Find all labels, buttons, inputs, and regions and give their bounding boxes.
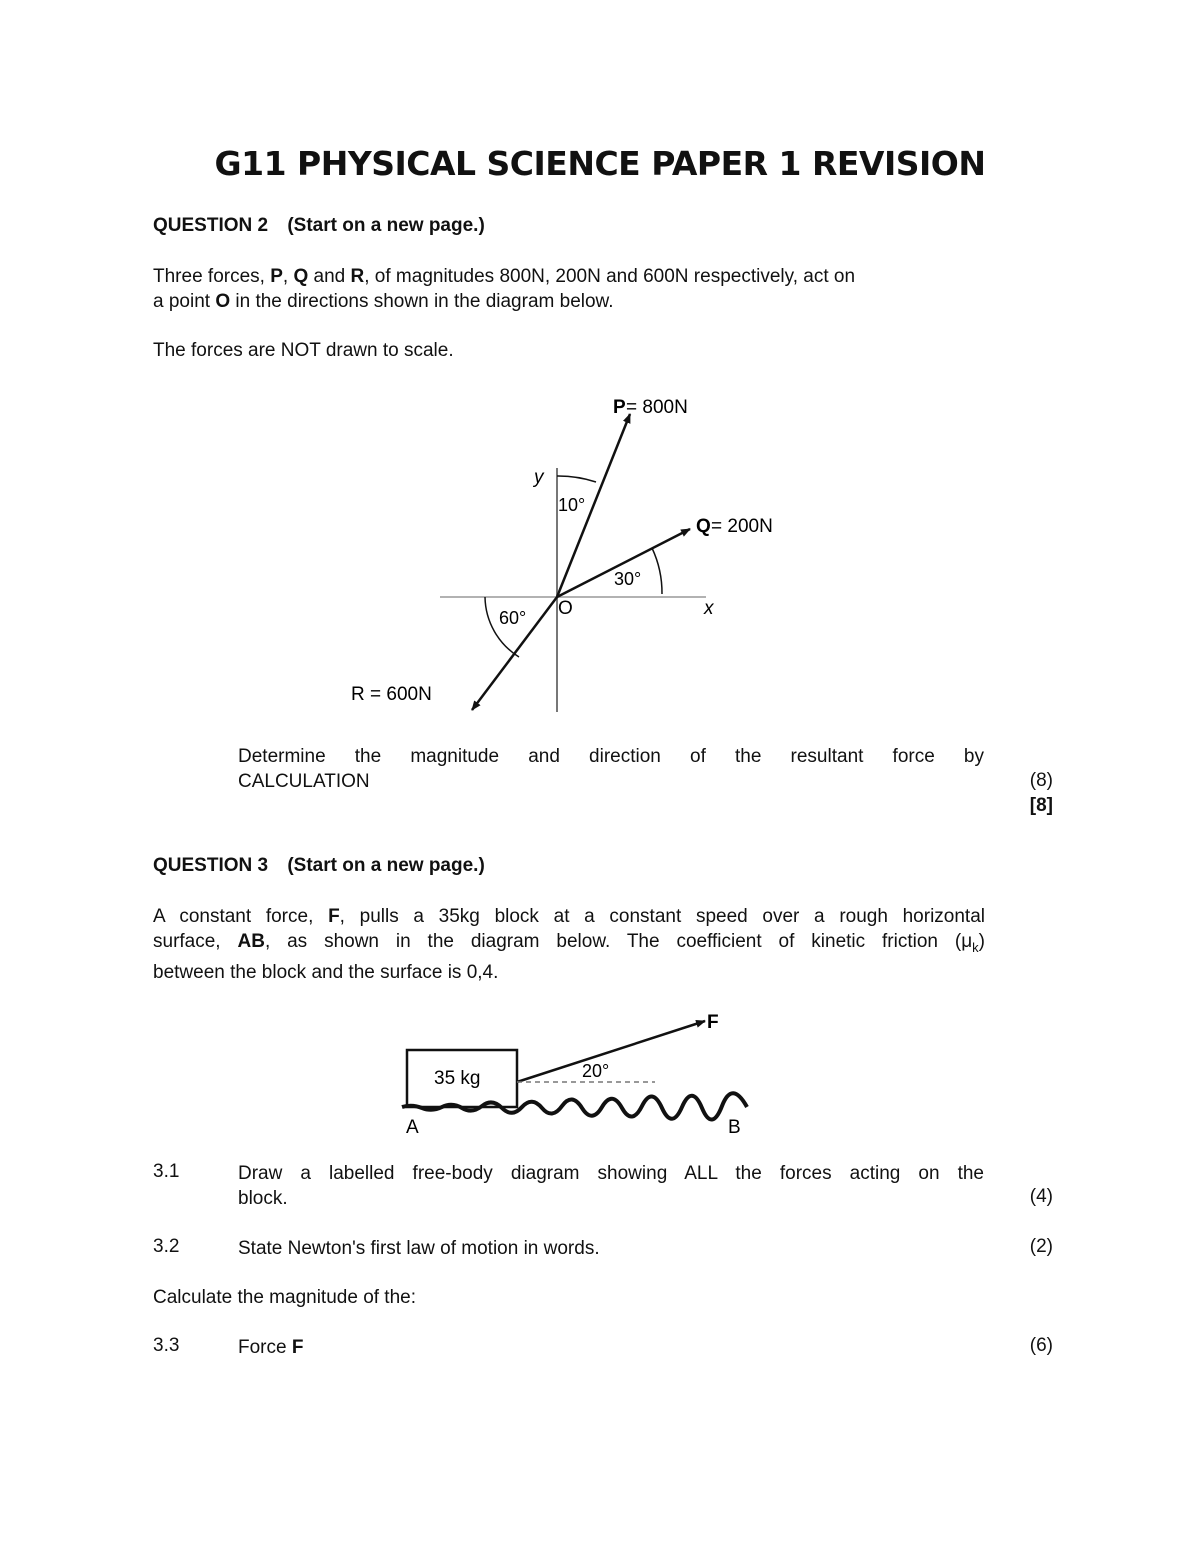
angle-label: 20° [582, 1061, 610, 1081]
question-3-start-note: (Start on a new page.) [287, 855, 485, 876]
item-3-3-marks: (6) [1029, 1335, 1053, 1356]
question-2-task-line-1: Determine the magnitude and direction of the resultant force by [238, 746, 984, 767]
intro-text: a point [153, 291, 216, 312]
intro-text: , as shown in the diagram below. The coefficient of kinetic friction (μ [264, 931, 973, 952]
question-3-heading [153, 855, 485, 877]
question-3-intro-line-2 [153, 929, 985, 960]
block-mass-label: 35 kg [434, 1068, 481, 1089]
item-3-3-text [238, 1335, 984, 1360]
intro-text: surface, [153, 931, 238, 952]
force-r-ref: R [350, 266, 365, 287]
question-2-start-note: (Start on a new page.) [287, 215, 485, 236]
force-f-ref: F [291, 1337, 304, 1358]
angle-r-label: 60° [499, 608, 527, 628]
intro-text: in the directions shown in the diagram below. [230, 291, 614, 312]
calculate-intro: Calculate the magnitude of the: [153, 1287, 417, 1308]
point-b-label: B [728, 1117, 741, 1138]
angle-arc-p [557, 476, 596, 482]
force-diagram [0, 0, 1200, 760]
item-3-1-marks: (4) [1029, 1186, 1053, 1207]
intro-text: , pulls a 35kg block at a constant speed over a rough horizontal [339, 906, 985, 927]
force-f-label: F [707, 1012, 719, 1033]
item-3-1-text [238, 1161, 984, 1211]
intro-text: Three forces, [153, 266, 271, 287]
angle-p-label: 10° [558, 495, 586, 515]
intro-text: ) [978, 931, 985, 952]
force-r-label: R = 600N [351, 684, 432, 705]
force-q-label: Q [696, 516, 711, 537]
force-p-label: P [613, 397, 626, 418]
item-3-1-line-2: block. [238, 1188, 288, 1209]
question-2-marks: (8) [1029, 770, 1053, 791]
force-f-vector [517, 1021, 705, 1082]
item-3-2-marks: (2) [1029, 1236, 1053, 1257]
item-3-1-line-1: Draw a labelled free-body diagram showing ALL the forces acting on the [238, 1163, 984, 1184]
y-axis-label: y [534, 467, 544, 488]
block-diagram [0, 1000, 1200, 1150]
force-p-ref: P [270, 266, 283, 287]
not-to-scale-note: The forces are NOT drawn to scale. [153, 340, 454, 361]
question-2-total: [8] [1029, 795, 1053, 816]
point-o-ref: O [215, 291, 231, 312]
item-3-3-label: Force [238, 1337, 292, 1358]
item-number: 3.2 [153, 1236, 180, 1257]
page-title: G11 PHYSICAL SCIENCE PAPER 1 REVISION [214, 144, 986, 183]
item-number: 3.3 [153, 1335, 180, 1356]
kinetic-subscript: k [972, 939, 979, 955]
force-q-value: = 200N [711, 516, 773, 537]
item-3-2-text: State Newton's first law of motion in words. [238, 1238, 600, 1259]
question-3-intro-line-3: between the block and the surface is 0,4. [153, 961, 499, 983]
intro-text: , of magnitudes 800N, 200N and 600N respectively, act on [364, 266, 856, 287]
question-2-task [238, 744, 984, 794]
question-3-intro [153, 904, 985, 985]
question-2-label: QUESTION 2 [153, 215, 269, 236]
force-f-ref: F [328, 906, 340, 927]
angle-q-label: 30° [614, 569, 642, 589]
intro-text: and [308, 266, 351, 287]
item-number: 3.1 [153, 1161, 180, 1182]
angle-arc-q [652, 548, 662, 594]
question-3-intro-line-1 [153, 904, 985, 929]
question-2-task-line-2: CALCULATION [238, 771, 370, 792]
intro-text: A constant force, [153, 906, 329, 927]
force-p-value: = 800N [626, 397, 688, 418]
surface-ab-ref: AB [237, 931, 265, 952]
intro-text: , [282, 266, 294, 287]
x-axis-label: x [704, 598, 714, 619]
force-q-ref: Q [293, 266, 309, 287]
question-3-label: QUESTION 3 [153, 855, 269, 876]
point-a-label: A [406, 1117, 419, 1138]
origin-label: O [558, 598, 573, 619]
